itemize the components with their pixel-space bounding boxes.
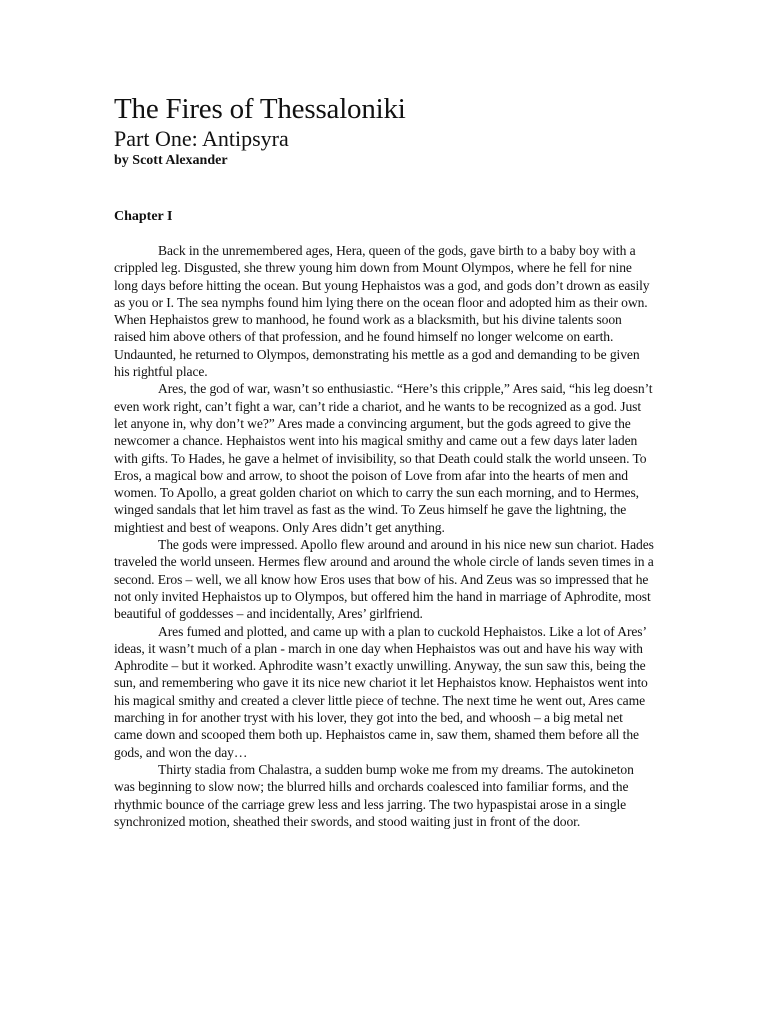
chapter-heading: Chapter I — [114, 209, 173, 224]
document-subtitle: Part One: Antipsyra — [114, 126, 289, 151]
document-page — [114, 92, 654, 830]
paragraph-4: Ares fumed and plotted, and came up with a plan to cuckold Hephaistos. Like a lot of Ares’ ideas, it wasn’t much of a plan - march in one day when Hephaistos was out and have his way with Aphrodite – but it worked. Aphrodite wasn’t exactly unwilling. Anyway, the sun saw this, being the sun, and remembering who gave it its nice new chariot it let Hephaistos know. Hephaistos went into his magical smithy and created a clever little piece of techne. The next time he went out, Ares came marching in for another tryst with his lover, they got into the bed, and whoosh – a big metal net came down and scooped them both up. Hephaistos came in, saw them, shamed them before all the gods, and won the day… — [114, 623, 648, 760]
paragraph-5: Thirty stadia from Chalastra, a sudden bump woke me from my dreams. The autokineton was beginning to slow now; the blurred hills and orchards coalesced into familiar forms, and the rhythmic bounce of the carriage grew less and less jarring. The two hypaspistai arose in a single synchronized motion, sheathed their swords, and stood waiting just in front of the door. — [114, 761, 634, 829]
paragraph-2: Ares, the god of war, wasn’t so enthusiastic. “Here’s this cripple,” Ares said, “his leg doesn’t even work right, can’t fight a war, can’t ride a chariot, and he wants to be recognized as a god. Just let anyone in, why don’t we?” Ares made a convincing argument, but the gods agreed to give the newcomer a chance. Hephaistos went into his magical smithy and came out a few days later laden with gifts. To Hades, he gave a helmet of invisibility, so that Death could stalk the world unseen. To Eros, a magical bow and arrow, to shoot the poison of Love from afar into the hearts of men and women. To Apollo, a great golden chariot on which to carry the sun each morning, and to Hermes, winged sandals that let him travel as fast as the wind. To Zeus himself he gave the lightning, the mightiest and best of weapons. Only Ares didn’t get anything. — [114, 381, 653, 535]
paragraph-1: Back in the unremembered ages, Hera, queen of the gods, gave birth to a baby boy with a crippled leg. Disgusted, she threw young him down from Mount Olympos, where he fell for nine long days before hitting the ocean. But young Hephaistos was a god, and gods don’t drown as easily as you or I. The sea nymphs found him lying there on the ocean floor and adopted him as their own. When Hephaistos grew to manhood, he found work as a blacksmith, but his divine talents soon raised him above others of that profession, and he found himself no longer welcome on earth. Undaunted, he returned to Olympos, demonstrating his mettle as a god and demanding to be given his rightful place. — [114, 243, 650, 380]
document-title: The Fires of Thessaloniki — [114, 93, 406, 125]
paragraph-3: The gods were impressed. Apollo flew around and around in his nice new sun chariot. Hades traveled the world unseen. Hermes flew around and around the whole circle of lands seven times in a second. Eros – well, we all know how Eros uses that bow of his. And Zeus was so impressed that he not only invited Hephaistos up to Olympos, but offered him the hand in marriage of Aphrodite, most beautiful of goddesses – and incidentally, Ares’ girlfriend. — [114, 537, 654, 622]
author-byline: by Scott Alexander — [114, 153, 228, 168]
